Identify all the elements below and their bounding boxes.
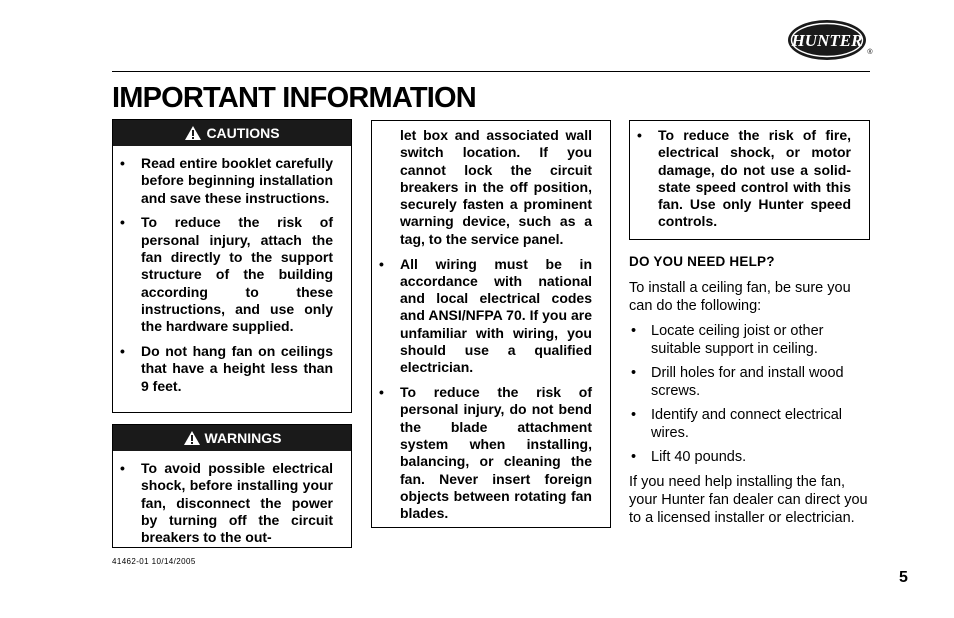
registered-mark: ® (867, 49, 873, 56)
help-heading: DO YOU NEED HELP? (629, 254, 775, 269)
document-number: 41462-01 10/14/2005 (112, 557, 196, 566)
header-rule (112, 71, 870, 72)
page-number: 5 (899, 569, 908, 586)
page-title: IMPORTANT INFORMATION (112, 82, 476, 114)
list-item-continued: let box and associated wall switch location. If you cannot lock the circuit breakers in the off position, securely fasten a prominent warning device, such as a tag, to the service panel. (400, 127, 592, 247)
help-list (629, 322, 874, 466)
warning-triangle-icon (183, 430, 201, 446)
cautions-box (112, 119, 352, 413)
list-item: • Lift 40 pounds. (629, 448, 874, 466)
list-item: • Read entire booklet carefully before beginning installation and save these instructions. (114, 155, 333, 207)
list-item: • To avoid possible electrical shock, before installing your fan, disconnect the power by turning off the circuit breakers to the out- (114, 460, 333, 546)
warnings-heading: WARNINGS (204, 430, 282, 446)
list-item: • Locate ceiling joist or other suitable support in ceiling. (629, 322, 874, 358)
cautions-heading: CAUTIONS (206, 125, 280, 141)
list-item: • All wiring must be in accordance with national and local electrical codes and ANSI/NFPA 70. If you are unfamiliar with wiring, you should use a qualified electrician. (373, 256, 592, 377)
warnings-list (113, 451, 351, 546)
warnings-continued-box (371, 120, 611, 528)
warnings-box (112, 424, 352, 548)
hunter-logo (786, 18, 872, 62)
help-intro: To install a ceiling fan, be sure you can do the following: (629, 280, 851, 314)
warnings-continued-list (372, 121, 610, 523)
list-item: • To reduce the risk of personal injury, attach the fan directly to the support structure of the building according to these instructions, and use only the hardware supplied. (114, 214, 333, 335)
help-section (629, 279, 874, 527)
list-item: • Drill holes for and install wood screws. (629, 364, 874, 400)
speed-control-warning-box (629, 120, 870, 240)
warnings-header (113, 425, 351, 451)
list-item: • To reduce the risk of fire, electrical shock, or motor damage, do not use a solid-state speed control with this fan. Use only Hunter speed controls. (631, 127, 851, 231)
speed-control-list (630, 121, 869, 231)
cautions-list (113, 146, 351, 395)
logo-wordmark: HUNTER (791, 31, 863, 50)
cautions-header (113, 120, 351, 146)
list-item: • Do not hang fan on ceilings that have a height less than 9 feet. (114, 343, 333, 395)
list-item: • Identify and connect electrical wires. (629, 406, 874, 442)
help-outro: If you need help installing the fan, your Hunter fan dealer can direct you to a licensed installer or electrician. (629, 474, 868, 526)
warning-triangle-icon (184, 125, 202, 141)
list-item: • To reduce the risk of personal injury, do not bend the blade attachment system when installing, balancing, or cleaning the fan. Never insert foreign objects between rotating fan blades. (373, 384, 592, 522)
